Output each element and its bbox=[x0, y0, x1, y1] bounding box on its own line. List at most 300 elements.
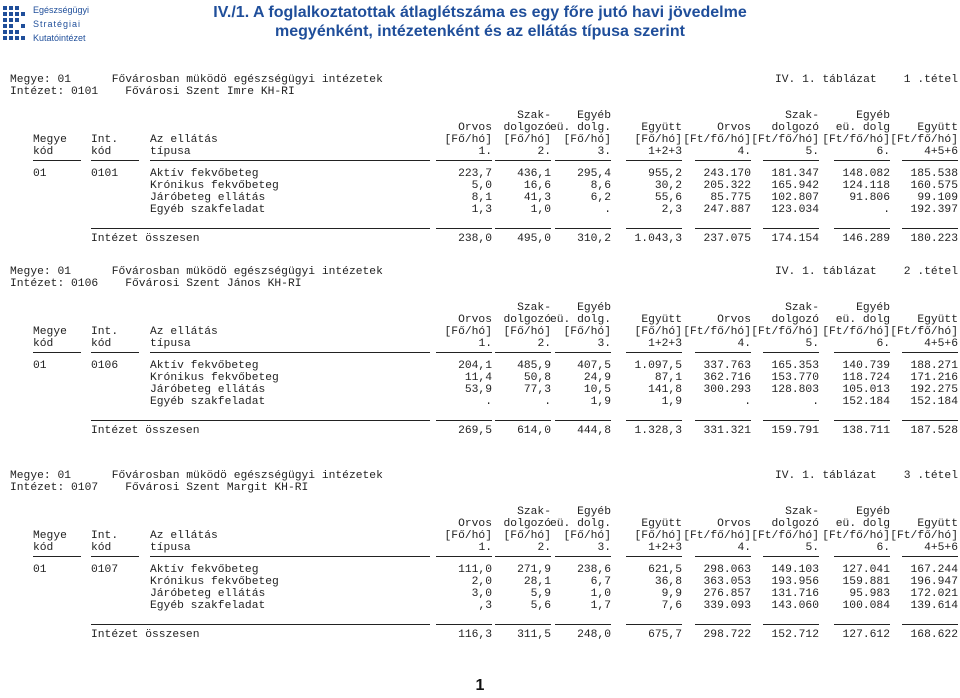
column-header: Egyéb bbox=[577, 110, 611, 122]
total-cell: 248,0 bbox=[577, 629, 611, 641]
total-rule bbox=[763, 420, 819, 421]
care-type: Járóbeteg ellátás bbox=[150, 192, 266, 204]
logo-square bbox=[3, 12, 7, 16]
total-cell: 180.223 bbox=[910, 233, 958, 245]
column-header: [Ft/fő/hó] bbox=[683, 326, 751, 338]
care-type: Krónikus fekvőbeteg bbox=[150, 180, 279, 192]
logo-square bbox=[9, 30, 13, 34]
county-line: Megye: 01 Fővárosban müködö egészségügyi intézetek bbox=[10, 266, 383, 278]
column-header: [Fő/hó] bbox=[503, 326, 551, 338]
institution-total-label: Intézet összesen bbox=[91, 425, 200, 437]
table-cell: 139.614 bbox=[910, 600, 958, 612]
institution-code: 0101 bbox=[91, 168, 119, 180]
table-cell: 1.097,5 bbox=[634, 360, 682, 372]
table-cell: 5,9 bbox=[530, 588, 551, 600]
column-header: 5. bbox=[805, 146, 819, 158]
column-header: dolgozó bbox=[503, 518, 551, 530]
total-rule bbox=[763, 624, 819, 625]
column-header: Egyéb bbox=[577, 506, 611, 518]
table-cell: 111,0 bbox=[458, 564, 492, 576]
table-cell: . bbox=[604, 204, 611, 216]
institution-line: Intézet: 0106 Fővárosi Szent János KH-RI bbox=[10, 278, 302, 290]
total-cell: 127.612 bbox=[842, 629, 890, 641]
table-cell: 363.053 bbox=[703, 576, 751, 588]
column-header: [Fő/hó] bbox=[634, 326, 682, 338]
care-type: Aktív fekvőbeteg bbox=[150, 168, 259, 180]
column-header: dolgozó bbox=[503, 122, 551, 134]
table-cell: 238,6 bbox=[577, 564, 611, 576]
column-header: Orvos bbox=[717, 518, 751, 530]
table-cell: 7,6 bbox=[661, 600, 682, 612]
column-header: 1. bbox=[478, 338, 492, 350]
logo-square bbox=[3, 24, 7, 28]
megye-header: Megye bbox=[33, 326, 67, 338]
total-rule bbox=[902, 420, 958, 421]
table-cell: 118.724 bbox=[842, 372, 890, 384]
column-header: [Ft/fő/hó] bbox=[822, 326, 890, 338]
column-header: Együtt bbox=[917, 518, 958, 530]
table-cell: 87,1 bbox=[654, 372, 682, 384]
column-header: Orvos bbox=[717, 314, 751, 326]
header-rule bbox=[91, 352, 139, 353]
table-cell: 10,5 bbox=[583, 384, 611, 396]
table-cell: 436,1 bbox=[517, 168, 551, 180]
column-header: 1. bbox=[478, 146, 492, 158]
table-cell: 11,4 bbox=[464, 372, 492, 384]
total-rule bbox=[902, 624, 958, 625]
column-header: [Fő/hó] bbox=[563, 530, 611, 542]
table-cell: 298.063 bbox=[703, 564, 751, 576]
table-cell: 271,9 bbox=[517, 564, 551, 576]
column-header: 5. bbox=[805, 542, 819, 554]
header-rule bbox=[33, 160, 81, 161]
total-cell: 174.154 bbox=[771, 233, 819, 245]
care-type: Aktív fekvőbeteg bbox=[150, 360, 259, 372]
total-cell: 310,2 bbox=[577, 233, 611, 245]
total-cell: 614,0 bbox=[517, 425, 551, 437]
table-cell: 16,6 bbox=[523, 180, 551, 192]
total-rule bbox=[91, 624, 430, 625]
logo-square bbox=[9, 18, 13, 22]
column-header: eü. dolg bbox=[835, 518, 890, 530]
total-rule bbox=[495, 624, 551, 625]
county-line: Megye: 01 Fővárosban müködö egészségügyi intézetek bbox=[10, 74, 383, 86]
table-cell: ,3 bbox=[478, 600, 492, 612]
header-rule bbox=[150, 352, 430, 353]
header-rule bbox=[33, 352, 81, 353]
header-rule bbox=[626, 160, 682, 161]
table-cell: 91.806 bbox=[849, 192, 890, 204]
total-rule bbox=[91, 420, 430, 421]
table-cell: 149.103 bbox=[771, 564, 819, 576]
institution-code: 0107 bbox=[91, 564, 119, 576]
table-cell: 148.082 bbox=[842, 168, 890, 180]
table-cell: 204,1 bbox=[458, 360, 492, 372]
total-cell: 138.711 bbox=[842, 425, 890, 437]
table-cell: 123.034 bbox=[771, 204, 819, 216]
header-rule bbox=[626, 556, 682, 557]
table-cell: 1,7 bbox=[590, 600, 611, 612]
total-rule bbox=[695, 420, 751, 421]
table-cell: 140.739 bbox=[842, 360, 890, 372]
table-cell: . bbox=[744, 396, 751, 408]
column-header: [Fő/hó] bbox=[634, 134, 682, 146]
total-cell: 1.328,3 bbox=[634, 425, 682, 437]
table-cell: 85.775 bbox=[710, 192, 751, 204]
total-cell: 1.043,3 bbox=[634, 233, 682, 245]
logo-square bbox=[15, 12, 19, 16]
column-header: Orvos bbox=[458, 518, 492, 530]
column-header: Orvos bbox=[717, 122, 751, 134]
table-number: IV. 1. táblázat 1 .tétel bbox=[774, 74, 958, 86]
table-cell: 28,1 bbox=[523, 576, 551, 588]
table-cell: 124.118 bbox=[842, 180, 890, 192]
column-header: [Fő/hó] bbox=[563, 134, 611, 146]
header-rule bbox=[902, 556, 958, 557]
column-header: [Fő/hó] bbox=[444, 530, 492, 542]
total-rule bbox=[436, 420, 492, 421]
column-header: Orvos bbox=[458, 314, 492, 326]
logo-line-2: Stratégiai bbox=[33, 19, 82, 29]
table-cell: 55,6 bbox=[654, 192, 682, 204]
table-cell: 192.397 bbox=[910, 204, 958, 216]
header-rule bbox=[834, 160, 890, 161]
page-number: 1 bbox=[475, 677, 485, 694]
header-rule bbox=[495, 352, 551, 353]
header-rule bbox=[763, 160, 819, 161]
care-type: Krónikus fekvőbeteg bbox=[150, 372, 279, 384]
total-cell: 444,8 bbox=[577, 425, 611, 437]
total-cell: 187.528 bbox=[910, 425, 958, 437]
page-title bbox=[160, 3, 800, 41]
column-header: Szak- bbox=[785, 506, 819, 518]
column-header: Egyéb bbox=[856, 110, 890, 122]
table-cell: 50,8 bbox=[523, 372, 551, 384]
column-header: 2. bbox=[537, 338, 551, 350]
column-header: Szak- bbox=[517, 302, 551, 314]
column-header: [Ft/fő/hó] bbox=[751, 530, 819, 542]
logo-square bbox=[21, 36, 25, 40]
column-header: 6. bbox=[876, 146, 890, 158]
column-header: 1. bbox=[478, 542, 492, 554]
table-cell: . bbox=[812, 396, 819, 408]
table-cell: 407,5 bbox=[577, 360, 611, 372]
institution-line: Intézet: 0101 Fővárosi Szent Imre KH-RI bbox=[10, 86, 295, 98]
table-cell: 193.956 bbox=[771, 576, 819, 588]
table-cell: 8,1 bbox=[471, 192, 492, 204]
total-cell: 159.791 bbox=[771, 425, 819, 437]
table-cell: 276.857 bbox=[703, 588, 751, 600]
int-code-header: kód bbox=[91, 542, 112, 554]
table-cell: 127.041 bbox=[842, 564, 890, 576]
column-header: 4+5+6 bbox=[924, 146, 958, 158]
column-header: Egyéb bbox=[856, 506, 890, 518]
total-rule bbox=[834, 624, 890, 625]
table-cell: 172.021 bbox=[910, 588, 958, 600]
table-cell: 159.881 bbox=[842, 576, 890, 588]
care-type: Egyéb szakfeladat bbox=[150, 396, 266, 408]
total-cell: 238,0 bbox=[458, 233, 492, 245]
table-cell: 53,9 bbox=[464, 384, 492, 396]
header-rule bbox=[436, 556, 492, 557]
care-type: Krónikus fekvőbeteg bbox=[150, 576, 279, 588]
table-cell: 143.060 bbox=[771, 600, 819, 612]
megye-code-header: kód bbox=[33, 146, 54, 158]
header-rule bbox=[902, 160, 958, 161]
header-rule bbox=[91, 160, 139, 161]
table-cell: 223,7 bbox=[458, 168, 492, 180]
logo-square bbox=[3, 6, 7, 10]
table-cell: 41,3 bbox=[523, 192, 551, 204]
column-header: [Fő/hó] bbox=[444, 326, 492, 338]
table-cell: 337.763 bbox=[703, 360, 751, 372]
column-header: Szak- bbox=[517, 506, 551, 518]
care-type: Egyéb szakfeladat bbox=[150, 600, 266, 612]
table-cell: 243.170 bbox=[703, 168, 751, 180]
table-cell: 141,8 bbox=[648, 384, 682, 396]
table-cell: 167.244 bbox=[910, 564, 958, 576]
column-header: [Fő/hó] bbox=[503, 134, 551, 146]
logo-square bbox=[3, 36, 7, 40]
column-header: [Fő/hó] bbox=[634, 530, 682, 542]
column-header: eü. dolg bbox=[835, 122, 890, 134]
header-rule bbox=[33, 556, 81, 557]
logo-square bbox=[9, 36, 13, 40]
logo-square bbox=[21, 24, 25, 28]
table-cell: 30,2 bbox=[654, 180, 682, 192]
table-cell: 185.538 bbox=[910, 168, 958, 180]
total-rule bbox=[555, 624, 611, 625]
ellatas-header: Az ellátás bbox=[150, 326, 218, 338]
column-header: Egyéb bbox=[856, 302, 890, 314]
header-rule bbox=[695, 352, 751, 353]
total-rule bbox=[763, 228, 819, 229]
county-line: Megye: 01 Fővárosban müködö egészségügyi intézetek bbox=[10, 470, 383, 482]
column-header: 6. bbox=[876, 338, 890, 350]
megye-code-header: kód bbox=[33, 542, 54, 554]
column-header: [Ft/fő/hó] bbox=[751, 326, 819, 338]
total-rule bbox=[902, 228, 958, 229]
tipusa-header: típusa bbox=[150, 542, 191, 554]
column-header: Együtt bbox=[917, 122, 958, 134]
column-header: Orvos bbox=[458, 122, 492, 134]
table-cell: 160.575 bbox=[910, 180, 958, 192]
header-rule bbox=[763, 556, 819, 557]
ellatas-header: Az ellátás bbox=[150, 530, 218, 542]
table-cell: 955,2 bbox=[648, 168, 682, 180]
header-rule bbox=[495, 160, 551, 161]
total-cell: 168.622 bbox=[910, 629, 958, 641]
total-cell: 116,3 bbox=[458, 629, 492, 641]
total-rule bbox=[555, 228, 611, 229]
table-cell: . bbox=[544, 396, 551, 408]
table-cell: 153.770 bbox=[771, 372, 819, 384]
table-cell: 621,5 bbox=[648, 564, 682, 576]
table-cell: 2,3 bbox=[661, 204, 682, 216]
total-cell: 495,0 bbox=[517, 233, 551, 245]
logo-square bbox=[9, 12, 13, 16]
column-header: Egyéb bbox=[577, 302, 611, 314]
column-header: [Ft/fő/hó] bbox=[822, 530, 890, 542]
table-number: IV. 1. táblázat 2 .tétel bbox=[774, 266, 958, 278]
header-rule bbox=[834, 352, 890, 353]
column-header: [Ft/fő/hó] bbox=[890, 134, 958, 146]
total-rule bbox=[495, 228, 551, 229]
table-cell: 362.716 bbox=[703, 372, 751, 384]
column-header: Szak- bbox=[517, 110, 551, 122]
column-header: eü. dolg bbox=[835, 314, 890, 326]
table-cell: 1,9 bbox=[590, 396, 611, 408]
column-header: Együtt bbox=[641, 518, 682, 530]
total-rule bbox=[695, 624, 751, 625]
total-rule bbox=[436, 228, 492, 229]
table-cell: 100.084 bbox=[842, 600, 890, 612]
header-rule bbox=[902, 352, 958, 353]
title-line-1: IV./1. A foglalkoztatottak átlaglétszáma es egy főre jutó havi jövedelme bbox=[213, 4, 747, 21]
table-cell: 171.216 bbox=[910, 372, 958, 384]
column-header: 4+5+6 bbox=[924, 542, 958, 554]
column-header: Együtt bbox=[641, 122, 682, 134]
table-cell: 1,9 bbox=[661, 396, 682, 408]
header-rule bbox=[695, 556, 751, 557]
total-cell: 298.722 bbox=[703, 629, 751, 641]
column-header: Szak- bbox=[785, 302, 819, 314]
table-cell: 36,8 bbox=[654, 576, 682, 588]
table-cell: 192.275 bbox=[910, 384, 958, 396]
header-rule bbox=[436, 352, 492, 353]
table-cell: 5,0 bbox=[471, 180, 492, 192]
logo-square bbox=[15, 18, 19, 22]
megye-code-header: kód bbox=[33, 338, 54, 350]
total-rule bbox=[436, 624, 492, 625]
table-cell: 295,4 bbox=[577, 168, 611, 180]
total-rule bbox=[91, 228, 430, 229]
total-rule bbox=[626, 228, 682, 229]
logo-square bbox=[21, 12, 25, 16]
logo-square bbox=[9, 24, 13, 28]
int-header: Int. bbox=[91, 326, 119, 338]
logo-square bbox=[3, 18, 7, 22]
logo-square bbox=[9, 6, 13, 10]
table-cell: 2,0 bbox=[471, 576, 492, 588]
title-line-2: megyénként, intézetenként és az ellátás típusa szerint bbox=[275, 23, 685, 40]
table-cell: 152.184 bbox=[842, 396, 890, 408]
header-rule bbox=[436, 160, 492, 161]
table-cell: 24,9 bbox=[583, 372, 611, 384]
table-cell: 165.942 bbox=[771, 180, 819, 192]
total-rule bbox=[555, 420, 611, 421]
care-type: Járóbeteg ellátás bbox=[150, 384, 266, 396]
county-code: 01 bbox=[33, 360, 47, 372]
table-cell: 1,0 bbox=[590, 588, 611, 600]
column-header: [Ft/fő/hó] bbox=[683, 530, 751, 542]
tipusa-header: típusa bbox=[150, 338, 191, 350]
megye-header: Megye bbox=[33, 134, 67, 146]
column-header: 1+2+3 bbox=[648, 338, 682, 350]
logo-square bbox=[3, 30, 7, 34]
institution-line: Intézet: 0107 Fővárosi Szent Margit KH-RI bbox=[10, 482, 309, 494]
ellatas-header: Az ellátás bbox=[150, 134, 218, 146]
column-header: 4. bbox=[737, 542, 751, 554]
column-header: [Fő/hó] bbox=[444, 134, 492, 146]
header-rule bbox=[555, 352, 611, 353]
column-header: Együtt bbox=[917, 314, 958, 326]
column-header: 4+5+6 bbox=[924, 338, 958, 350]
total-cell: 269,5 bbox=[458, 425, 492, 437]
column-header: [Ft/fő/hó] bbox=[683, 134, 751, 146]
table-cell: 339.093 bbox=[703, 600, 751, 612]
table-cell: 165.353 bbox=[771, 360, 819, 372]
table-cell: 105.013 bbox=[842, 384, 890, 396]
column-header: Szak- bbox=[785, 110, 819, 122]
header-rule bbox=[150, 160, 430, 161]
column-header: 3. bbox=[597, 542, 611, 554]
institution-code: 0106 bbox=[91, 360, 119, 372]
table-cell: 247.887 bbox=[703, 204, 751, 216]
total-cell: 331.321 bbox=[703, 425, 751, 437]
care-type: Egyéb szakfeladat bbox=[150, 204, 266, 216]
table-cell: 6,7 bbox=[590, 576, 611, 588]
column-header: 5. bbox=[805, 338, 819, 350]
column-header: eü. dolg. bbox=[549, 122, 611, 134]
column-header: 4. bbox=[737, 338, 751, 350]
table-cell: 205.322 bbox=[703, 180, 751, 192]
institution-total-label: Intézet összesen bbox=[91, 233, 200, 245]
column-header: dolgozó bbox=[771, 122, 819, 134]
column-header: 3. bbox=[597, 338, 611, 350]
table-cell: 131.716 bbox=[771, 588, 819, 600]
total-cell: 237.075 bbox=[703, 233, 751, 245]
table-cell: 300.293 bbox=[703, 384, 751, 396]
total-cell: 675,7 bbox=[648, 629, 682, 641]
table-cell: 102.807 bbox=[771, 192, 819, 204]
logo-square bbox=[15, 30, 19, 34]
table-cell: . bbox=[485, 396, 492, 408]
table-cell: 181.347 bbox=[771, 168, 819, 180]
table-cell: 152.184 bbox=[910, 396, 958, 408]
total-rule bbox=[834, 420, 890, 421]
megye-header: Megye bbox=[33, 530, 67, 542]
total-rule bbox=[834, 228, 890, 229]
table-cell: 196.947 bbox=[910, 576, 958, 588]
total-rule bbox=[626, 624, 682, 625]
header-rule bbox=[495, 556, 551, 557]
care-type: Járóbeteg ellátás bbox=[150, 588, 266, 600]
column-header: [Fő/hó] bbox=[563, 326, 611, 338]
table-cell: 188.271 bbox=[910, 360, 958, 372]
care-type: Aktív fekvőbeteg bbox=[150, 564, 259, 576]
institution-total-label: Intézet összesen bbox=[91, 629, 200, 641]
table-cell: 99.109 bbox=[917, 192, 958, 204]
total-cell: 146.289 bbox=[842, 233, 890, 245]
column-header: [Ft/fő/hó] bbox=[822, 134, 890, 146]
header-rule bbox=[555, 160, 611, 161]
column-header: 2. bbox=[537, 542, 551, 554]
column-header: 6. bbox=[876, 542, 890, 554]
column-header: Együtt bbox=[641, 314, 682, 326]
int-header: Int. bbox=[91, 134, 119, 146]
header-rule bbox=[626, 352, 682, 353]
logo-line-3: Kutatóintézet bbox=[33, 33, 86, 43]
logo-line-1: Egészségügyi bbox=[33, 5, 90, 15]
int-code-header: kód bbox=[91, 146, 112, 158]
total-cell: 311,5 bbox=[517, 629, 551, 641]
int-code-header: kód bbox=[91, 338, 112, 350]
header-rule bbox=[763, 352, 819, 353]
column-header: dolgozó bbox=[771, 314, 819, 326]
table-cell: 5,6 bbox=[530, 600, 551, 612]
column-header: [Fő/hó] bbox=[503, 530, 551, 542]
